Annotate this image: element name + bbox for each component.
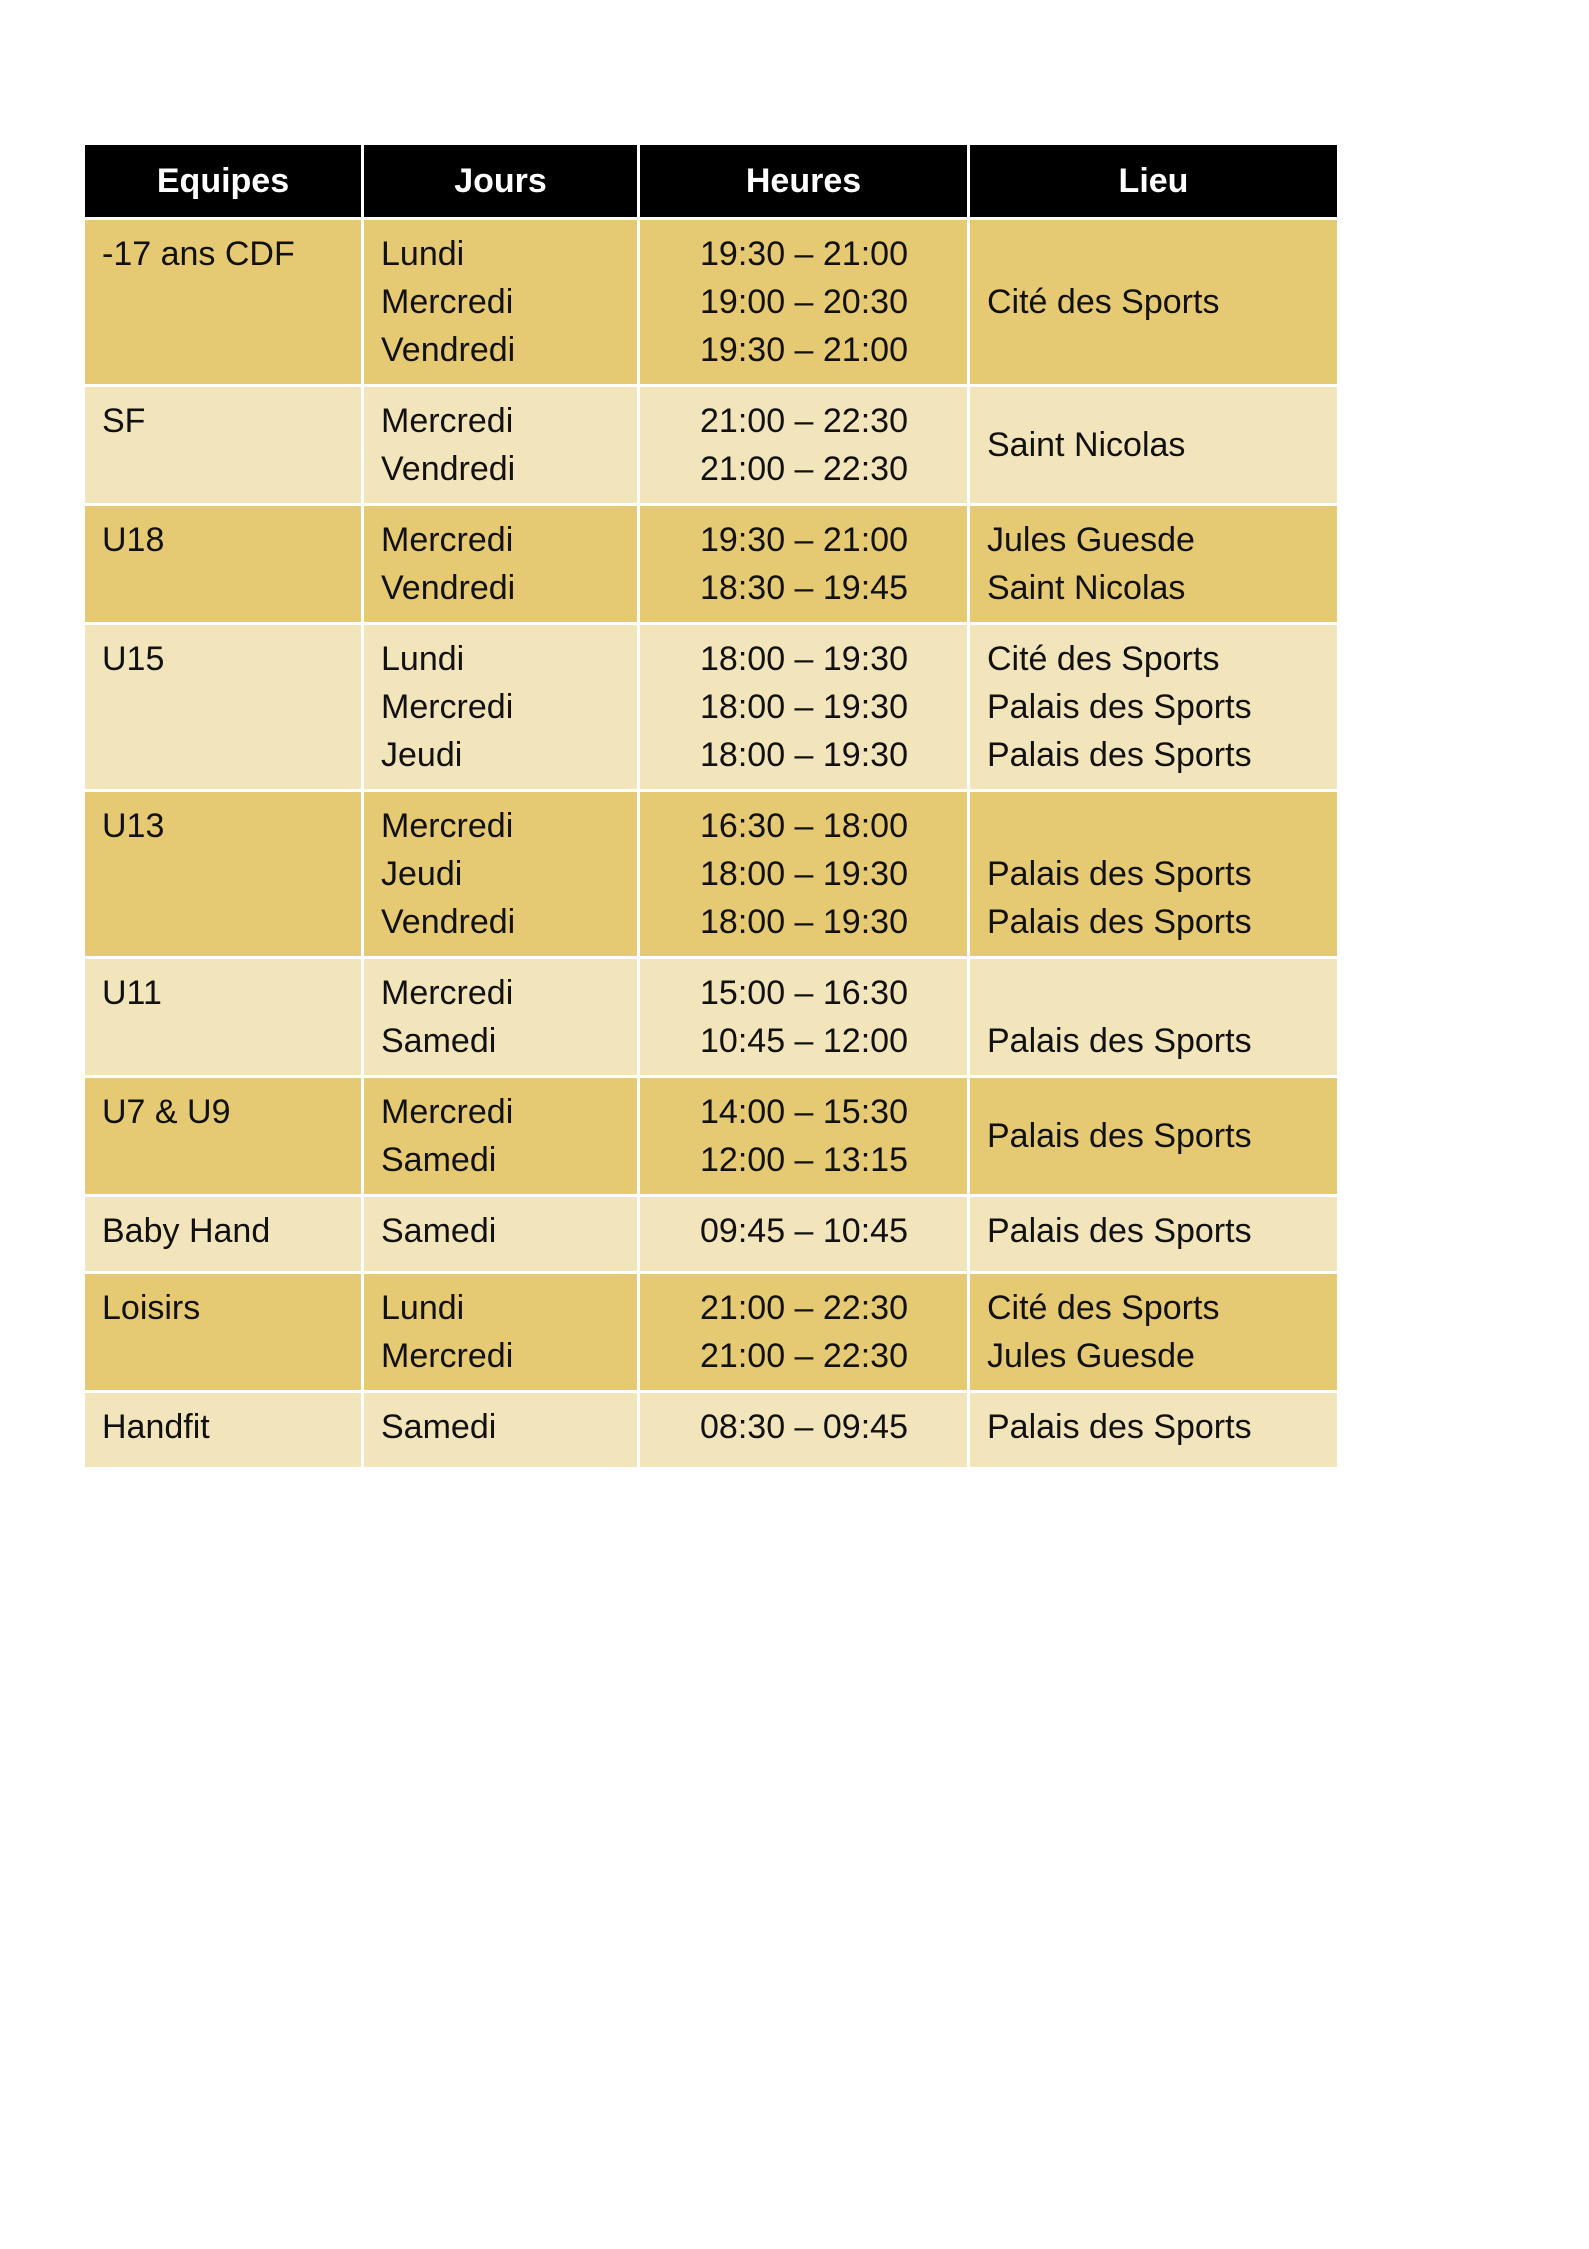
days-cell [364,792,637,956]
days-cell [364,1393,637,1467]
time-range: 19:30 – 21:00 [700,331,908,369]
table-row [85,387,1337,503]
day: Mercredi [381,1093,514,1131]
hours-cell [640,792,967,956]
day: Lundi [381,1289,465,1327]
hours-cell [640,387,967,503]
hours-cell [640,1274,967,1390]
day: Lundi [381,235,465,273]
day: Samedi [381,1141,497,1179]
place-name: Palais des Sports [987,688,1252,726]
day: Mercredi [381,974,514,1012]
time-range: 18:00 – 19:30 [700,903,908,941]
team-name: U15 [102,640,165,678]
day: Vendredi [381,903,516,941]
days-cell [364,625,637,789]
time-range: 21:00 – 22:30 [700,1289,908,1327]
time-range: 21:00 – 22:30 [700,402,908,440]
place-cell [970,1197,1337,1271]
place-cell [970,625,1337,789]
place-name: Palais des Sports [987,736,1252,774]
day: Lundi [381,640,465,678]
place-name: Cité des Sports [987,283,1220,321]
header-place: Lieu [970,145,1337,217]
time-range: 15:00 – 16:30 [700,974,908,1012]
table-row [85,1078,1337,1194]
place-cell [970,506,1337,622]
place-name: Saint Nicolas [987,569,1186,607]
place-cell [970,1274,1337,1390]
place-name: Jules Guesde [987,1337,1195,1375]
place-name: Palais des Sports [987,855,1252,893]
team-name: U7 & U9 [102,1093,231,1131]
table-row [85,506,1337,622]
day: Mercredi [381,688,514,726]
team-name: U13 [102,807,165,845]
team-name: Baby Hand [102,1212,271,1250]
time-range: 19:30 – 21:00 [700,235,908,273]
hours-cell [640,1197,967,1271]
time-range: 16:30 – 18:00 [700,807,908,845]
header-hours: Heures [640,145,967,217]
day: Jeudi [381,736,463,774]
team-name: SF [102,402,146,440]
place-cell [970,959,1337,1075]
time-range: 18:00 – 19:30 [700,855,908,893]
time-range: 08:30 – 09:45 [700,1408,908,1446]
team-cell [85,792,361,956]
time-range: 12:00 – 13:15 [700,1141,908,1179]
time-range: 09:45 – 10:45 [700,1212,908,1250]
place-cell [970,792,1337,956]
table-row [85,1197,1337,1271]
day: Jeudi [381,855,463,893]
time-range: 10:45 – 12:00 [700,1022,908,1060]
time-range: 21:00 – 22:30 [700,450,908,488]
day: Mercredi [381,807,514,845]
days-cell [364,220,637,384]
time-range: 21:00 – 22:30 [700,1337,908,1375]
day: Samedi [381,1022,497,1060]
team-cell [85,220,361,384]
place-name: Palais des Sports [987,1212,1252,1250]
table-row [85,959,1337,1075]
time-range: 14:00 – 15:30 [700,1093,908,1131]
hours-cell [640,959,967,1075]
team-cell [85,387,361,503]
place-cell [970,1078,1337,1194]
time-range: 19:30 – 21:00 [700,521,908,559]
time-range: 18:00 – 19:30 [700,736,908,774]
hours-cell [640,506,967,622]
team-cell [85,959,361,1075]
day: Mercredi [381,521,514,559]
days-cell [364,959,637,1075]
place-cell [970,1393,1337,1467]
time-range: 18:00 – 19:30 [700,640,908,678]
header-days: Jours [364,145,637,217]
team-cell [85,506,361,622]
team-name: Loisirs [102,1289,201,1327]
hours-cell [640,1078,967,1194]
place-name: Palais des Sports [987,1117,1252,1155]
table-row [85,625,1337,789]
team-name: -17 ans CDF [102,235,295,273]
team-name: Handfit [102,1408,210,1446]
place-name: Cité des Sports [987,640,1220,678]
table-row [85,1274,1337,1390]
place-cell [970,220,1337,384]
team-name: U18 [102,521,165,559]
place-name: Jules Guesde [987,521,1195,559]
day: Mercredi [381,402,514,440]
day: Mercredi [381,283,514,321]
team-cell [85,1274,361,1390]
place-name: Palais des Sports [987,1408,1252,1446]
day: Samedi [381,1408,497,1446]
days-cell [364,387,637,503]
table-row [85,1393,1337,1467]
training-schedule-table [82,142,1340,1470]
header-teams: Equipes [85,145,361,217]
time-range: 18:00 – 19:30 [700,688,908,726]
table-row [85,792,1337,956]
place-cell [970,387,1337,503]
team-cell [85,1393,361,1467]
time-range: 19:00 – 20:30 [700,283,908,321]
table-header-row [85,145,1337,217]
team-cell [85,1078,361,1194]
day: Vendredi [381,331,516,369]
place-name: Palais des Sports [987,903,1252,941]
team-cell [85,625,361,789]
place-name: Palais des Sports [987,1022,1252,1060]
day: Mercredi [381,1337,514,1375]
days-cell [364,506,637,622]
days-cell [364,1274,637,1390]
hours-cell [640,220,967,384]
days-cell [364,1078,637,1194]
days-cell [364,1197,637,1271]
day: Vendredi [381,569,516,607]
hours-cell [640,625,967,789]
place-name: Saint Nicolas [987,426,1186,464]
team-name: U11 [102,974,162,1012]
day: Samedi [381,1212,497,1250]
table-row [85,220,1337,384]
place-name: Cité des Sports [987,1289,1220,1327]
day: Vendredi [381,450,516,488]
time-range: 18:30 – 19:45 [700,569,908,607]
hours-cell [640,1393,967,1467]
team-cell [85,1197,361,1271]
